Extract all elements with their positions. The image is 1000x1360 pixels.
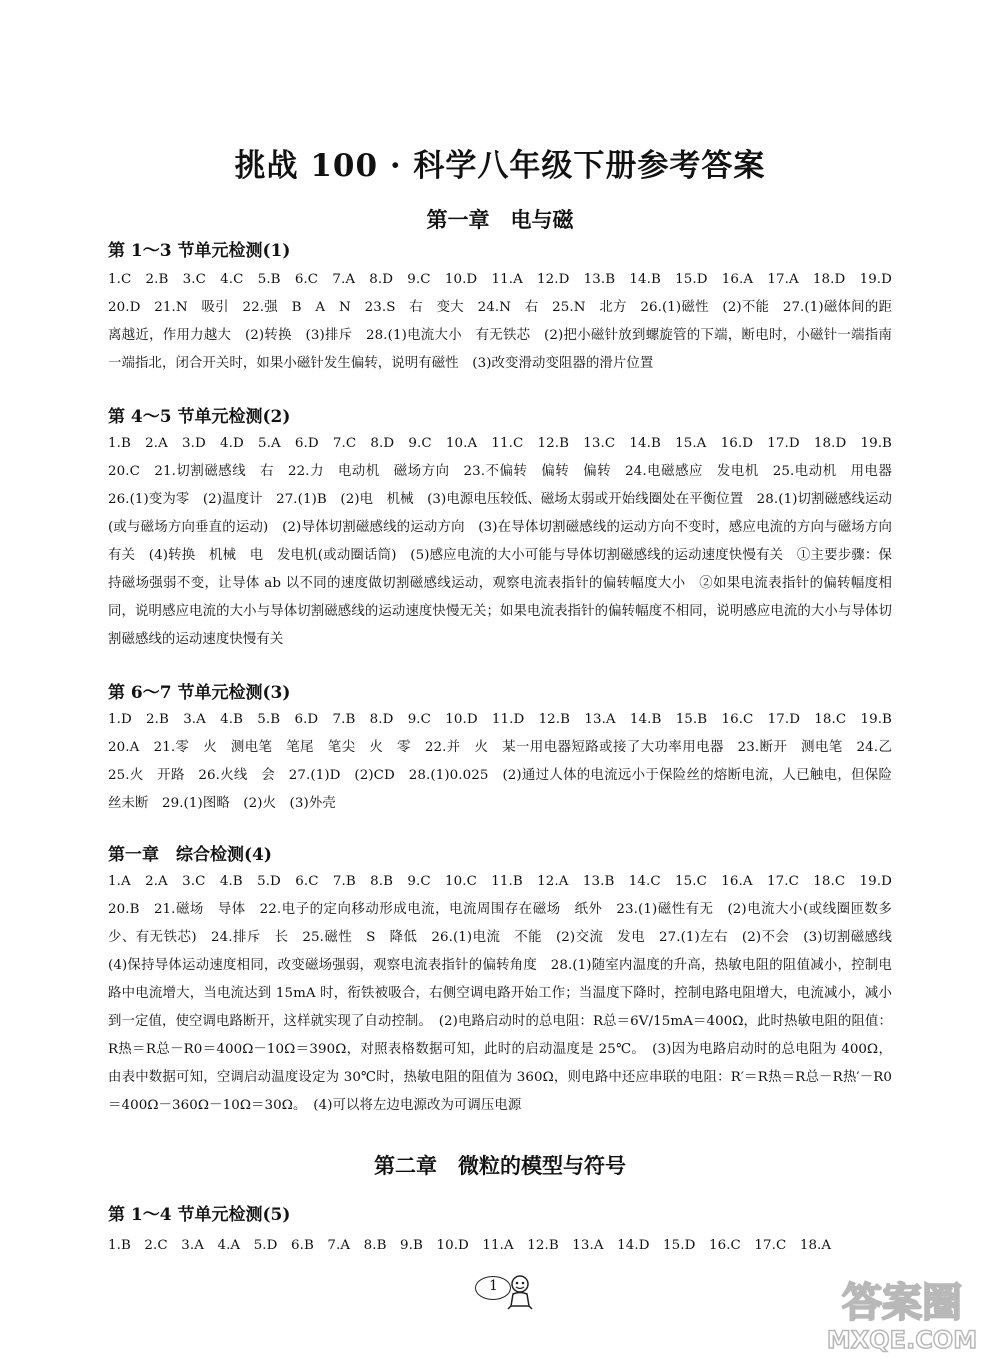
mascot-icon (505, 1274, 535, 1310)
answer-block-2: 1.B 2.A 3.D 4.D 5.A 6.D 7.C 8.D 9.C 10.A 11.C 12.B 13.C 14.B 15.A 16.D 17.D 18.D 19.B 20.C 21.切割磁感线 右 22.力 电动机 磁场方向 23.不偏转 偏转 偏转 24.电磁感应 发电机 25.电动机 用电器 26.(1)变为零 (2)温度计 27.(1)B (2)电 机械 (3)电源电压较低、磁场太弱或开始线圈处在平衡位置 28.(1)切割磁感线运动(或与磁场方向垂直的运动) (2)导体切割磁感线的运动方向 (3)在导体切割磁感线的运动方向不变时，感应电流的方向与磁场方向有关 (4)转换 机械 电 发电机(或动圈话筒) (5)感应电流的大小可能与导体切割磁感线的运动速度快慢有关 ①主要步骤：保持磁场强弱不变，让导体 ab 以不同的速度做切割磁感线运动，观察电流表指针的偏转幅度大小 ②如果电流表指针的偏转幅度相同，说明感应电流的大小与导体切割磁感线的运动速度快慢无关；如果电流表指针的偏转幅度不相同，说明感应电流的大小与导体切割磁感线的运动速度快慢有关 (108, 436, 906, 647)
watermark-text: 答案圈 (842, 1280, 962, 1326)
section-title-1: 第 1～3 节单元检测(1) (108, 241, 291, 261)
chapter-title-1: 第一章 电与磁 (426, 207, 574, 232)
section-title-2: 第 4～5 节单元检测(2) (108, 407, 291, 427)
page-title: 挑战 100 · 科学八年级下册参考答案 (234, 148, 766, 184)
chapter-title-2: 第二章 微粒的模型与符号 (374, 1153, 626, 1178)
answer-block-3: 1.D 2.B 3.A 4.B 5.B 6.D 7.B 8.D 9.C 10.D 11.D 12.B 13.A 14.B 15.B 16.C 17.D 18.C 19.B 20.A 21.零 火 测电笔 笔尾 笔尖 火 零 22.并 火 某一用电器短路或接了大功率用电器 23.断开 测电笔 24.乙 25.火 开路 26.火线 会 27.(1)D (2)CD 28.(1)0.025 (2)通过人体的电流远小于保险丝的熔断电流，人已触电，但保险丝未断 29.(1)图略 (2)火 (3)外壳 (108, 712, 906, 811)
watermark-url: MXQE.COM (826, 1326, 978, 1354)
section-title-4: 第一章 综合检测(4) (108, 845, 272, 865)
answer-block-1: 1.C 2.B 3.C 4.C 5.B 6.C 7.A 8.D 9.C 10.D 11.A 12.D 13.B 14.B 15.D 16.A 17.A 18.D 19.D 20.D 21.N 吸引 22.强 B A N 23.S 右 变大 24.N 右 25.N 北方 26.(1)磁性 (2)不能 27.(1)磁体间的距离越近，作用力越大 (2)转换 (3)排斥 28.(1)电流大小 有无铁芯 (2)把小磁针放到螺旋管的下端，断电时，小磁针一端指南一端指北，闭合开关时，如果小磁针发生偏转，说明有磁性 (3)改变滑动变阻器的滑片位置 (108, 272, 906, 371)
page-number-badge (475, 1274, 535, 1310)
page-number: 1 (489, 1278, 498, 1294)
answer-block-5: 1.B 2.C 3.A 4.A 5.D 6.B 7.A 8.B 9.B 10.D 11.A 12.B 13.A 14.D 15.D 16.C 17.C 18.A (108, 1238, 832, 1253)
answer-block-4: 1.A 2.A 3.C 4.B 5.D 6.C 7.B 8.B 9.C 10.C 11.B 12.A 13.B 14.C 15.C 16.A 17.C 18.C 19.D 20.B 21.磁场 导体 22.电子的定向移动形成电流，电流周围存在磁场 纸外 23.(1)磁性有无 (2)电流大小(或线圈匝数多少、有无铁芯) 24.排斥 长 25.磁性 S 降低 26.(1)电流 不能 (2)交流 发电 27.(1)左右 (2)不会 (3)切割磁感线 (4)保持导体运动速度相同，改变磁场强弱，观察电流表指针的偏转角度 28.(1)随室内温度的升高，热敏电阻的阻值减小，控制电路中电流增大，当电流达到 15mA 时，衔铁被吸合，右侧空调电路开始工作；当温度下降时，控制电路电阻增大，电流减小，减小到一定值，使空调电路断开，这样就实现了自动控制。 (2)电路启动时的总电阻：R总＝6V/15mA＝400Ω，此时热敏电阻的阻值：R热＝R总－R0＝400Ω－10Ω＝390Ω，对照表格数据可知，此时的启动温度是 25℃。 (3)因为电路启动时的总电阻为 400Ω，由表中数据可知，空调启动温度设定为 30℃时，热敏电阻的阻值为 360Ω，则电路中还应串联的电阻：R′＝R热＝R总－R热′－R0＝400Ω－360Ω－10Ω＝30Ω。 (4)可以将左边电源改为可调压电源 (108, 874, 906, 1113)
section-title-5: 第 1～4 节单元检测(5) (108, 1205, 291, 1225)
watermark-logo (812, 1272, 992, 1354)
section-title-3: 第 6～7 节单元检测(3) (108, 683, 291, 703)
